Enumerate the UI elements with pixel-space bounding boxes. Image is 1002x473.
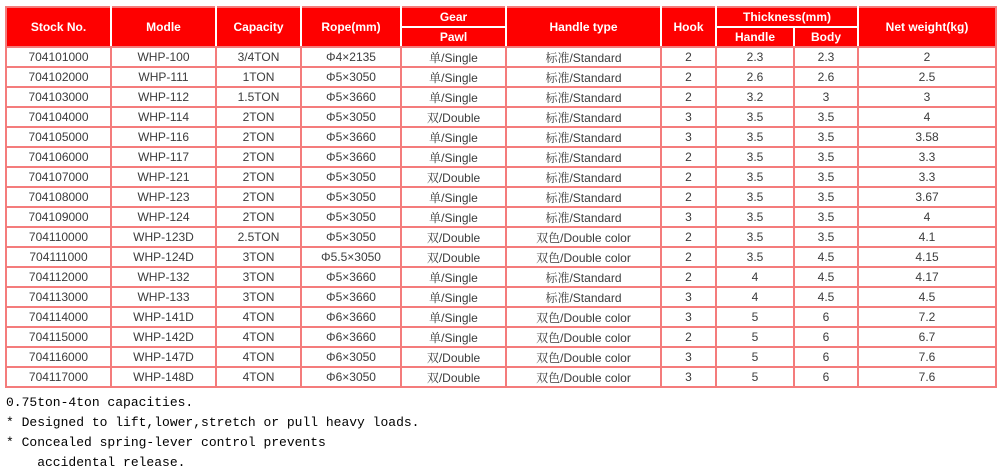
cell-thickness-handle: 3.5 xyxy=(716,127,794,147)
cell-rope: Φ6×3660 xyxy=(301,307,401,327)
cell-hook: 2 xyxy=(661,327,716,347)
cell-thickness-handle: 3.5 xyxy=(716,147,794,167)
cell-hook: 2 xyxy=(661,147,716,167)
cell-thickness-body: 3.5 xyxy=(794,207,858,227)
cell-handle-type: 双色/Double color xyxy=(506,327,661,347)
cell-rope: Φ4×2135 xyxy=(301,47,401,67)
cell-thickness-handle: 2.3 xyxy=(716,47,794,67)
cell-gear-pawl: 双/Double xyxy=(401,167,506,187)
table-row xyxy=(6,267,996,287)
cell-capacity: 3TON xyxy=(216,247,301,267)
cell-capacity: 2TON xyxy=(216,147,301,167)
cell-thickness-body: 6 xyxy=(794,367,858,387)
cell-net-weight: 3.58 xyxy=(858,127,996,147)
cell-hook: 3 xyxy=(661,287,716,307)
cell-gear-pawl: 单/Single xyxy=(401,47,506,67)
cell-model: WHP-148D xyxy=(111,367,216,387)
cell-hook: 2 xyxy=(661,247,716,267)
cell-net-weight: 7.6 xyxy=(858,347,996,367)
cell-thickness-body: 4.5 xyxy=(794,287,858,307)
notes xyxy=(5,388,1002,473)
cell-thickness-handle: 3.5 xyxy=(716,167,794,187)
cell-thickness-handle: 3.5 xyxy=(716,107,794,127)
cell-net-weight: 2.5 xyxy=(858,67,996,87)
cell-thickness-handle: 5 xyxy=(716,307,794,327)
cell-gear-pawl: 双/Double xyxy=(401,107,506,127)
cell-hook: 3 xyxy=(661,127,716,147)
cell-thickness-handle: 3.2 xyxy=(716,87,794,107)
col-header-pawl: Pawl xyxy=(401,27,506,47)
cell-handle-type: 双色/Double color xyxy=(506,367,661,387)
table-row xyxy=(6,127,996,147)
cell-hook: 3 xyxy=(661,207,716,227)
cell-thickness-handle: 2.6 xyxy=(716,67,794,87)
cell-model: WHP-116 xyxy=(111,127,216,147)
note-line: accidental release. xyxy=(6,455,186,470)
cell-gear-pawl: 单/Single xyxy=(401,327,506,347)
cell-model: WHP-114 xyxy=(111,107,216,127)
col-header-gear: Gear xyxy=(401,7,506,27)
cell-hook: 3 xyxy=(661,107,716,127)
cell-thickness-body: 4.5 xyxy=(794,247,858,267)
table-row xyxy=(6,107,996,127)
cell-stock-no: 704117000 xyxy=(6,367,111,387)
cell-handle-type: 标准/Standard xyxy=(506,287,661,307)
cell-rope: Φ6×3050 xyxy=(301,347,401,367)
cell-handle-type: 标准/Standard xyxy=(506,127,661,147)
cell-net-weight: 6.7 xyxy=(858,327,996,347)
col-header-model: Modle xyxy=(111,7,216,47)
note-line: * Designed to lift,lower,stretch or pull heavy loads. xyxy=(6,415,420,430)
cell-capacity: 2.5TON xyxy=(216,227,301,247)
cell-hook: 3 xyxy=(661,347,716,367)
col-header-capacity: Capacity xyxy=(216,7,301,47)
cell-capacity: 4TON xyxy=(216,307,301,327)
cell-stock-no: 704105000 xyxy=(6,127,111,147)
cell-stock-no: 704112000 xyxy=(6,267,111,287)
cell-hook: 3 xyxy=(661,307,716,327)
cell-hook: 2 xyxy=(661,267,716,287)
cell-gear-pawl: 单/Single xyxy=(401,87,506,107)
cell-gear-pawl: 双/Double xyxy=(401,247,506,267)
cell-gear-pawl: 单/Single xyxy=(401,147,506,167)
table-row xyxy=(6,247,996,267)
cell-capacity: 4TON xyxy=(216,347,301,367)
cell-handle-type: 双色/Double color xyxy=(506,307,661,327)
cell-net-weight: 4.1 xyxy=(858,227,996,247)
cell-rope: Φ5×3050 xyxy=(301,187,401,207)
cell-hook: 2 xyxy=(661,47,716,67)
cell-thickness-body: 6 xyxy=(794,307,858,327)
cell-net-weight: 3.3 xyxy=(858,147,996,167)
cell-rope: Φ5×3660 xyxy=(301,287,401,307)
cell-capacity: 2TON xyxy=(216,127,301,147)
cell-handle-type: 标准/Standard xyxy=(506,107,661,127)
cell-thickness-body: 3 xyxy=(794,87,858,107)
cell-thickness-handle: 3.5 xyxy=(716,227,794,247)
cell-thickness-handle: 5 xyxy=(716,327,794,347)
cell-handle-type: 标准/Standard xyxy=(506,87,661,107)
cell-stock-no: 704101000 xyxy=(6,47,111,67)
product-spec-table xyxy=(5,6,997,388)
cell-thickness-body: 3.5 xyxy=(794,107,858,127)
cell-stock-no: 704114000 xyxy=(6,307,111,327)
cell-gear-pawl: 单/Single xyxy=(401,267,506,287)
cell-rope: Φ5.5×3050 xyxy=(301,247,401,267)
cell-capacity: 3TON xyxy=(216,267,301,287)
cell-hook: 2 xyxy=(661,167,716,187)
cell-gear-pawl: 单/Single xyxy=(401,187,506,207)
cell-handle-type: 双色/Double color xyxy=(506,247,661,267)
table-row xyxy=(6,67,996,87)
col-header-net-weight: Net weight(kg) xyxy=(858,7,996,47)
cell-hook: 2 xyxy=(661,227,716,247)
cell-rope: Φ5×3050 xyxy=(301,167,401,187)
cell-thickness-body: 3.5 xyxy=(794,167,858,187)
cell-rope: Φ6×3050 xyxy=(301,367,401,387)
cell-handle-type: 标准/Standard xyxy=(506,187,661,207)
cell-rope: Φ5×3660 xyxy=(301,127,401,147)
table-row xyxy=(6,87,996,107)
cell-gear-pawl: 双/Double xyxy=(401,347,506,367)
cell-capacity: 3/4TON xyxy=(216,47,301,67)
col-header-thickness: Thickness(mm) xyxy=(716,7,858,27)
cell-stock-no: 704106000 xyxy=(6,147,111,167)
cell-handle-type: 标准/Standard xyxy=(506,167,661,187)
cell-rope: Φ5×3660 xyxy=(301,87,401,107)
cell-model: WHP-123D xyxy=(111,227,216,247)
cell-model: WHP-141D xyxy=(111,307,216,327)
cell-capacity: 1.5TON xyxy=(216,87,301,107)
cell-rope: Φ5×3050 xyxy=(301,107,401,127)
cell-gear-pawl: 双/Double xyxy=(401,367,506,387)
col-header-stock-no: Stock No. xyxy=(6,7,111,47)
cell-net-weight: 4 xyxy=(858,107,996,127)
cell-net-weight: 2 xyxy=(858,47,996,67)
cell-net-weight: 7.6 xyxy=(858,367,996,387)
table-header xyxy=(6,7,996,47)
col-header-thickness-handle: Handle xyxy=(716,27,794,47)
table-body xyxy=(6,47,996,387)
cell-rope: Φ6×3660 xyxy=(301,327,401,347)
cell-thickness-handle: 3.5 xyxy=(716,207,794,227)
table-row xyxy=(6,347,996,367)
cell-capacity: 3TON xyxy=(216,287,301,307)
table-row xyxy=(6,287,996,307)
cell-handle-type: 标准/Standard xyxy=(506,147,661,167)
cell-rope: Φ5×3050 xyxy=(301,227,401,247)
cell-rope: Φ5×3660 xyxy=(301,267,401,287)
table-row xyxy=(6,47,996,67)
cell-stock-no: 704115000 xyxy=(6,327,111,347)
cell-handle-type: 标准/Standard xyxy=(506,47,661,67)
cell-hook: 2 xyxy=(661,67,716,87)
col-header-handle-type: Handle type xyxy=(506,7,661,47)
col-header-rope: Rope(mm) xyxy=(301,7,401,47)
cell-thickness-body: 2.6 xyxy=(794,67,858,87)
cell-stock-no: 704110000 xyxy=(6,227,111,247)
table-row xyxy=(6,307,996,327)
cell-gear-pawl: 单/Single xyxy=(401,287,506,307)
table-row xyxy=(6,367,996,387)
cell-gear-pawl: 单/Single xyxy=(401,67,506,87)
col-header-thickness-body: Body xyxy=(794,27,858,47)
cell-stock-no: 704113000 xyxy=(6,287,111,307)
cell-thickness-body: 6 xyxy=(794,327,858,347)
cell-net-weight: 7.2 xyxy=(858,307,996,327)
cell-thickness-body: 2.3 xyxy=(794,47,858,67)
cell-thickness-handle: 4 xyxy=(716,287,794,307)
cell-thickness-handle: 3.5 xyxy=(716,187,794,207)
cell-net-weight: 4.5 xyxy=(858,287,996,307)
cell-net-weight: 3.67 xyxy=(858,187,996,207)
cell-thickness-handle: 4 xyxy=(716,267,794,287)
cell-hook: 2 xyxy=(661,87,716,107)
cell-thickness-handle: 5 xyxy=(716,367,794,387)
cell-thickness-body: 3.5 xyxy=(794,187,858,207)
cell-model: WHP-124 xyxy=(111,207,216,227)
cell-handle-type: 标准/Standard xyxy=(506,67,661,87)
cell-rope: Φ5×3050 xyxy=(301,207,401,227)
cell-model: WHP-123 xyxy=(111,187,216,207)
cell-thickness-body: 3.5 xyxy=(794,127,858,147)
cell-capacity: 4TON xyxy=(216,327,301,347)
cell-capacity: 4TON xyxy=(216,367,301,387)
cell-net-weight: 3 xyxy=(858,87,996,107)
cell-gear-pawl: 单/Single xyxy=(401,207,506,227)
cell-capacity: 1TON xyxy=(216,67,301,87)
cell-model: WHP-112 xyxy=(111,87,216,107)
cell-thickness-handle: 3.5 xyxy=(716,247,794,267)
cell-gear-pawl: 单/Single xyxy=(401,307,506,327)
cell-hook: 3 xyxy=(661,367,716,387)
col-header-hook: Hook xyxy=(661,7,716,47)
cell-stock-no: 704103000 xyxy=(6,87,111,107)
cell-thickness-handle: 5 xyxy=(716,347,794,367)
cell-model: WHP-124D xyxy=(111,247,216,267)
table-row xyxy=(6,207,996,227)
cell-net-weight: 4.15 xyxy=(858,247,996,267)
cell-stock-no: 704104000 xyxy=(6,107,111,127)
cell-thickness-body: 4.5 xyxy=(794,267,858,287)
cell-model: WHP-142D xyxy=(111,327,216,347)
table-row xyxy=(6,227,996,247)
cell-rope: Φ5×3050 xyxy=(301,67,401,87)
table-row xyxy=(6,167,996,187)
note-line: 0.75ton-4ton capacities. xyxy=(6,395,194,410)
cell-hook: 2 xyxy=(661,187,716,207)
cell-net-weight: 3.3 xyxy=(858,167,996,187)
cell-handle-type: 双色/Double color xyxy=(506,227,661,247)
cell-stock-no: 704102000 xyxy=(6,67,111,87)
cell-capacity: 2TON xyxy=(216,187,301,207)
cell-model: WHP-133 xyxy=(111,287,216,307)
table-row xyxy=(6,187,996,207)
cell-model: WHP-100 xyxy=(111,47,216,67)
table-row xyxy=(6,327,996,347)
cell-handle-type: 标准/Standard xyxy=(506,207,661,227)
cell-gear-pawl: 双/Double xyxy=(401,227,506,247)
cell-capacity: 2TON xyxy=(216,167,301,187)
cell-net-weight: 4 xyxy=(858,207,996,227)
cell-stock-no: 704109000 xyxy=(6,207,111,227)
header-row-1 xyxy=(6,7,996,27)
cell-stock-no: 704111000 xyxy=(6,247,111,267)
cell-gear-pawl: 单/Single xyxy=(401,127,506,147)
note-line: * Concealed spring-lever control prevents xyxy=(6,435,326,450)
cell-capacity: 2TON xyxy=(216,207,301,227)
cell-rope: Φ5×3660 xyxy=(301,147,401,167)
cell-handle-type: 双色/Double color xyxy=(506,347,661,367)
cell-model: WHP-121 xyxy=(111,167,216,187)
cell-thickness-body: 6 xyxy=(794,347,858,367)
cell-model: WHP-132 xyxy=(111,267,216,287)
cell-stock-no: 704107000 xyxy=(6,167,111,187)
cell-thickness-body: 3.5 xyxy=(794,227,858,247)
cell-net-weight: 4.17 xyxy=(858,267,996,287)
cell-thickness-body: 3.5 xyxy=(794,147,858,167)
cell-model: WHP-111 xyxy=(111,67,216,87)
cell-model: WHP-117 xyxy=(111,147,216,167)
cell-capacity: 2TON xyxy=(216,107,301,127)
table-row xyxy=(6,147,996,167)
cell-handle-type: 标准/Standard xyxy=(506,267,661,287)
cell-model: WHP-147D xyxy=(111,347,216,367)
cell-stock-no: 704108000 xyxy=(6,187,111,207)
cell-stock-no: 704116000 xyxy=(6,347,111,367)
